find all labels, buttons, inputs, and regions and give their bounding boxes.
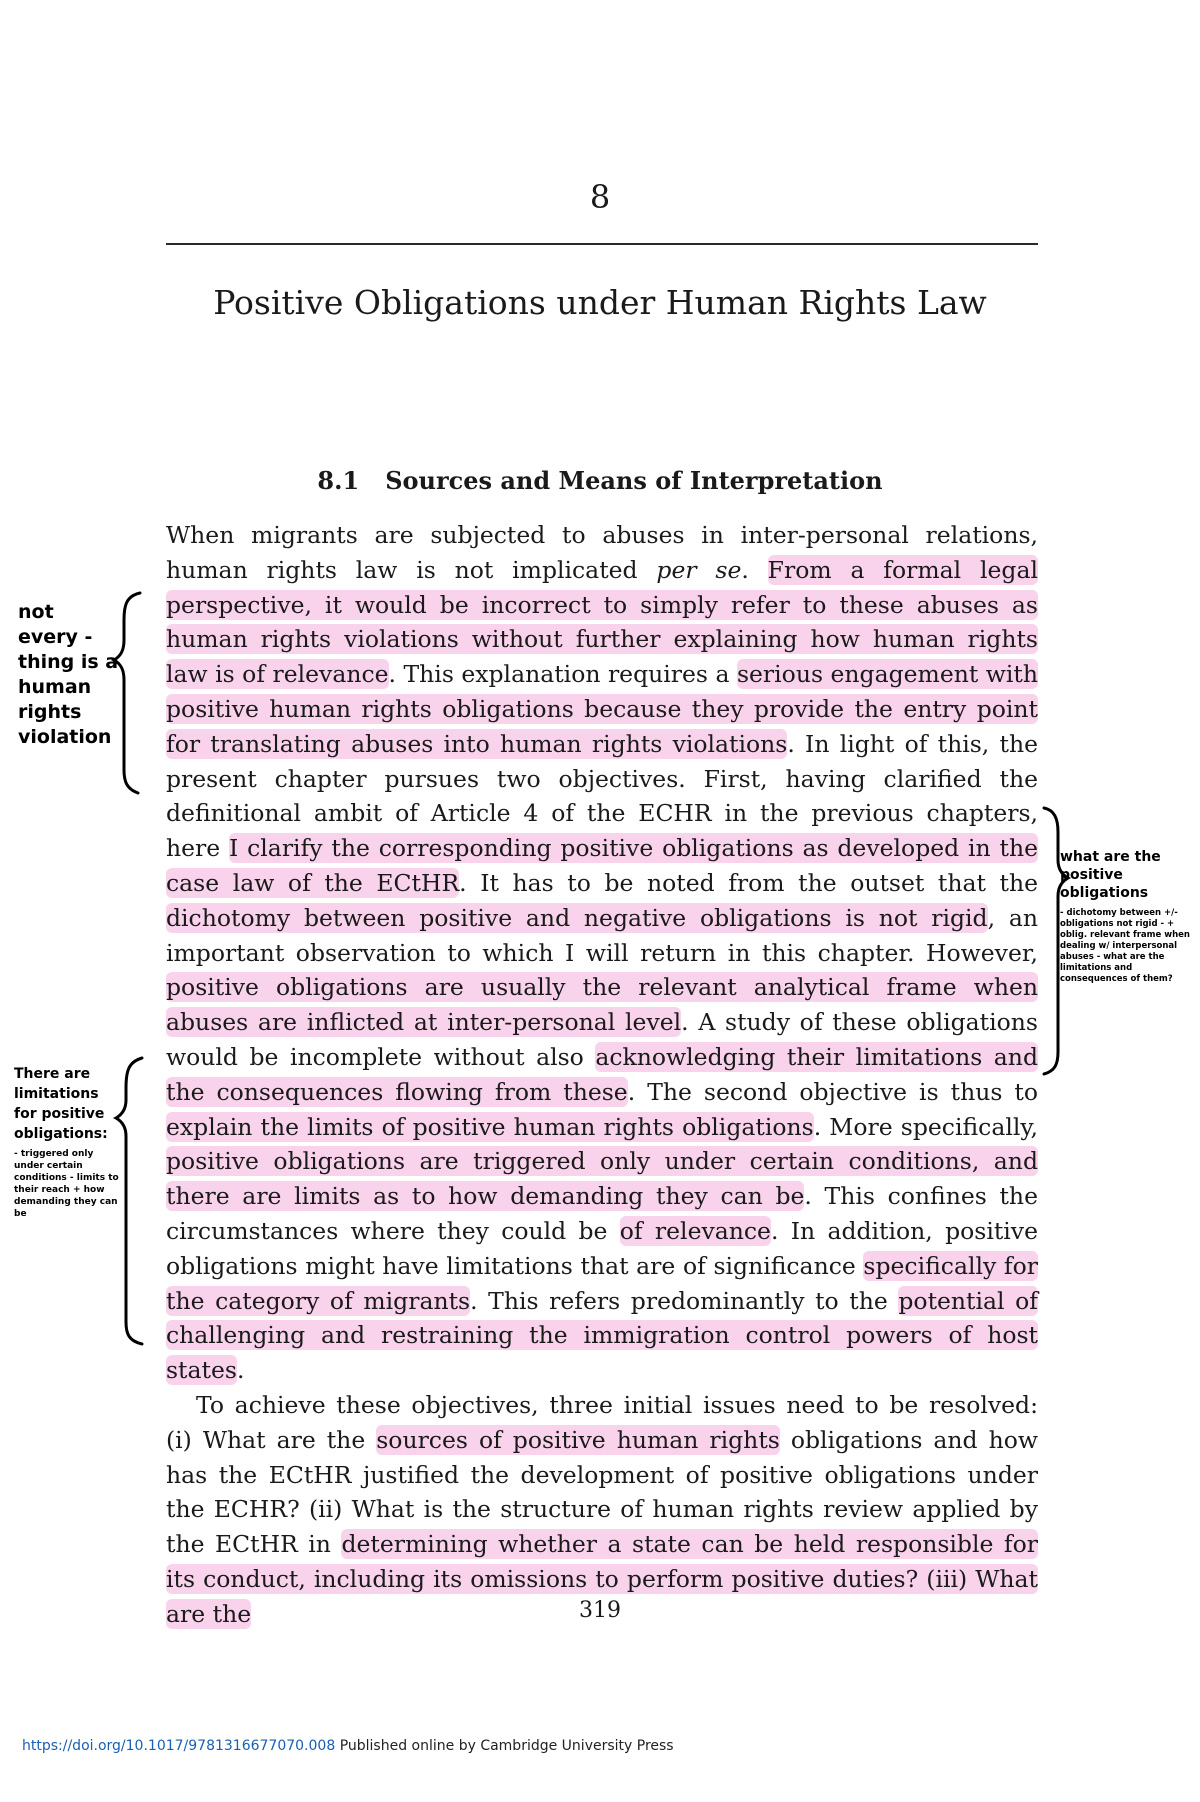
text-run: . In light of this, the present chapter pursues two objectives. First, having clarified the definitional ambit of Article 4 of the ECHR in the previous chapters, here <box>166 729 1038 863</box>
bracket-left-bottom <box>116 1058 142 1344</box>
section-number: 8.1 <box>317 466 360 495</box>
chapter-title: Positive Obligations under Human Rights Law <box>213 283 987 322</box>
text-run: . <box>236 1356 245 1385</box>
highlighted-text: From a formal legal perspective, it would be incorrect to simply refer to these abuses as human rights violations without further explaining how human rights law is of relevance <box>166 555 1038 689</box>
italic-text: per se <box>656 555 742 584</box>
bracket-right <box>1044 808 1068 1074</box>
text-run: . The second objective is thus to <box>627 1077 1039 1106</box>
highlighted-text: of relevance <box>619 1216 771 1245</box>
margin-note-heading: what are the positive obligations <box>1060 849 1161 901</box>
text-run: . This explanation requires a <box>388 660 737 689</box>
highlighted-text: specifically for the category of migrants <box>166 1251 1038 1315</box>
highlighted-text: sources of positive human rights <box>376 1425 780 1454</box>
margin-note-detail: - triggered only under certain conditions - limits to their reach + how demanding they can be <box>14 1149 119 1219</box>
text-run: . More specifically, <box>813 1112 1038 1141</box>
page-number: 319 <box>579 1598 621 1623</box>
highlighted-text: acknowledging their limitations and the consequences flowing from these <box>166 1042 1038 1106</box>
highlighted-text: explain the limits of positive human rights obligations <box>166 1112 814 1141</box>
text-run: , an important observation to which I will return in this chapter. However, <box>166 903 1038 967</box>
text-run: . A study of these obligations would be incomplete without also <box>166 1008 1038 1071</box>
text-run: . This refers predominantly to the <box>470 1286 899 1315</box>
highlighted-text: I clarify the corresponding positive obligations as developed in the case law of the ECtHR <box>166 834 1038 897</box>
text-run: . <box>741 555 768 584</box>
text-run: . In addition, positive obligations might have limitations that are of significance <box>166 1216 1038 1280</box>
margin-note-detail: - dichotomy between +/- obligations not rigid - + oblig. relevant frame when dealing w/ interpersonal abuses - what are the limitations and consequences of them? <box>1060 908 1190 984</box>
doi-link[interactable]: https://doi.org/10.1017/9781316677070.008 <box>22 1738 336 1754</box>
chapter-number: 8 <box>589 178 611 216</box>
margin-note-left-top: not every -thing is a human rights violation <box>18 601 119 748</box>
text-run: To achieve these objectives, three initial issues need to be resolved: (i) What are the <box>166 1390 1038 1454</box>
highlighted-text: determining whether a state can be held responsible for its conduct, including its omissions to perform positive duties? (iii) What are the <box>166 1530 1038 1628</box>
publisher-note: Published online by Cambridge University Press <box>339 1738 674 1754</box>
text-run: When migrants are subjected to abuses in inter-personal relations, human rights law is not implicated <box>166 521 1038 584</box>
highlighted-text: potential of challenging and restraining the immigration control powers of host states <box>166 1286 1038 1385</box>
highlighted-text: serious engagement with positive human rights obligations because they provide the entry point for translating abuses into human rights violations <box>166 660 1038 758</box>
bracket-left-top <box>114 593 140 793</box>
highlighted-text: dichotomy between positive and negative obligations is not rigid <box>166 903 988 932</box>
text-run: . This confines the circumstances where they could be <box>166 1182 1038 1245</box>
text-run: obligations and how has the ECtHR justified the development of positive obligations under the ECHR? (ii) What is the structure of human rights review applied by the ECtHR in <box>166 1425 1038 1559</box>
margin-note-heading: There are limitations for positive obligations: <box>14 1066 108 1142</box>
highlighted-text: positive obligations are triggered only under certain conditions, and there are limits as to how demanding they can be <box>166 1147 1038 1211</box>
highlighted-text: positive obligations are usually the relevant analytical frame when abuses are inflicted at inter-personal level <box>166 973 1038 1037</box>
text-run: . It has to be noted from the outset that the <box>459 868 1039 897</box>
section-title: Sources and Means of Interpretation <box>385 466 883 495</box>
